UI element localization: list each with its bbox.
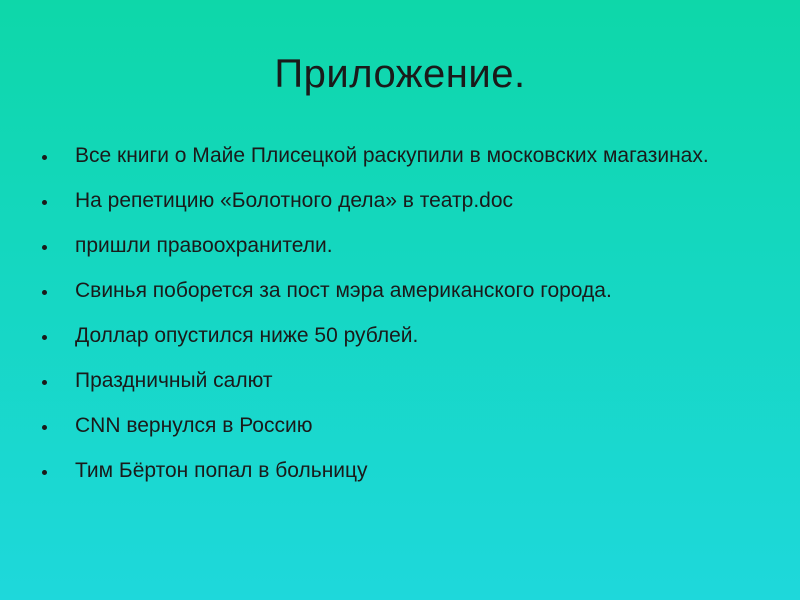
bullet-text: пришли правоохранители. <box>75 234 333 257</box>
bullet-dot-icon <box>42 425 47 430</box>
bullet-dot-icon <box>42 290 47 295</box>
bullet-text: Все книги о Майе Плисецкой раскупили в московских магазинах. <box>75 144 709 167</box>
list-item <box>42 321 762 351</box>
list-item <box>42 186 762 216</box>
bullet-text: На репетицию «Болотного дела» в театр.doc <box>75 189 514 212</box>
bullet-dot-icon <box>42 470 47 475</box>
bullet-text: Тим Бёртон попал в больницу <box>75 459 368 482</box>
list-item <box>42 141 762 171</box>
bullet-dot-icon <box>42 380 47 385</box>
list-item <box>42 231 762 261</box>
bullet-dot-icon <box>42 245 47 250</box>
slide-title: Приложение. <box>274 52 526 96</box>
bullet-text: Доллар опустился ниже 50 рублей. <box>75 324 419 347</box>
bullet-list <box>42 141 762 501</box>
list-item <box>42 276 762 306</box>
list-item <box>42 366 762 396</box>
bullet-dot-icon <box>42 200 47 205</box>
bullet-dot-icon <box>42 335 47 340</box>
bullet-dot-icon <box>42 155 47 160</box>
bullet-text: Праздничный салют <box>75 369 273 392</box>
bullet-text: CNN вернулся в Россию <box>75 414 313 437</box>
list-item <box>42 411 762 441</box>
list-item <box>42 456 762 486</box>
bullet-text: Свинья поборется за пост мэра американского города. <box>75 279 612 302</box>
